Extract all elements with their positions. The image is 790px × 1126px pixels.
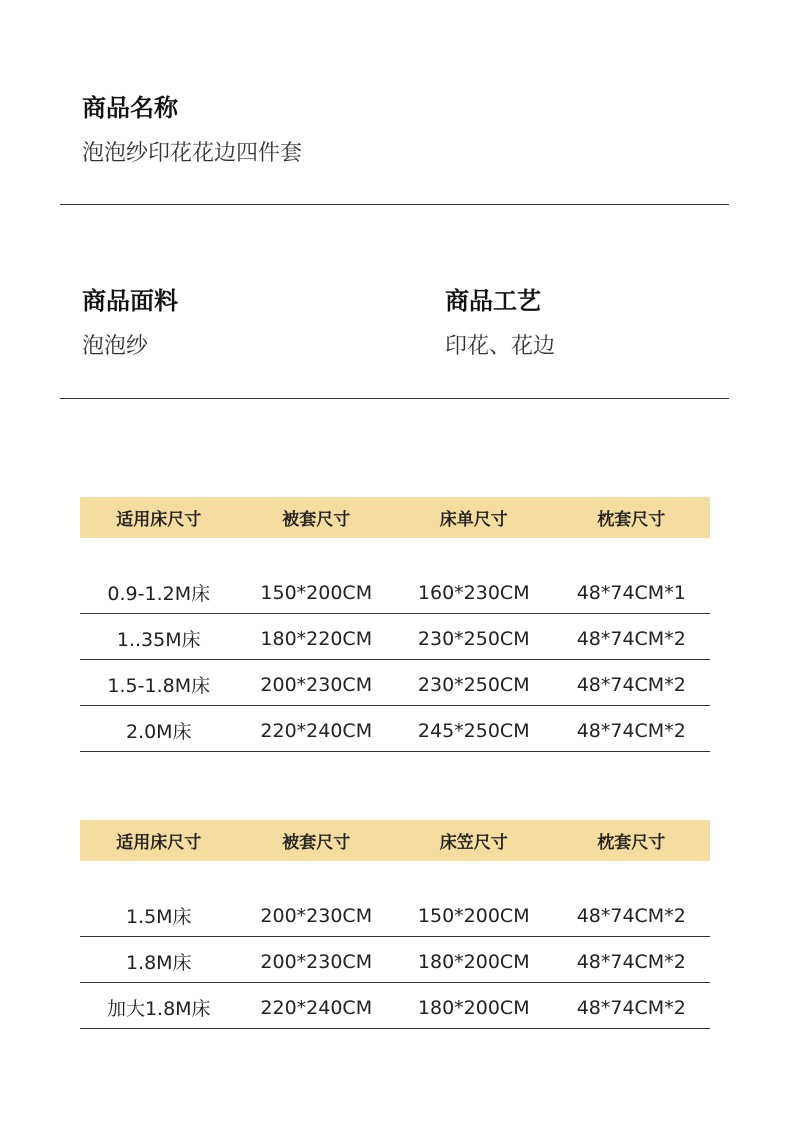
size-table-sheet: [80, 497, 710, 752]
cell-bed-size: 1..35M床: [116, 629, 201, 651]
craft-value: 印花、花边: [445, 334, 556, 359]
cell-bed-size: 2.0M床: [125, 721, 192, 743]
cell-fitted-sheet-size: 180*200CM: [417, 950, 530, 973]
size-table-fitted-sheet: [80, 820, 710, 1029]
header-bed-size: 适用床尺寸: [116, 833, 202, 853]
cell-pillowcase-size: 48*74CM*2: [576, 673, 686, 696]
table-row: [80, 568, 710, 614]
divider: [60, 398, 729, 399]
cell-duvet-size: 200*230CM: [260, 904, 373, 927]
cell-pillowcase-size: 48*74CM*2: [576, 627, 686, 650]
cell-pillowcase-size: 48*74CM*1: [576, 581, 686, 604]
cell-duvet-size: 180*220CM: [260, 627, 373, 650]
table-row: [80, 660, 710, 706]
cell-sheet-size: 245*250CM: [417, 719, 530, 742]
table-row: [80, 937, 710, 983]
cell-bed-size: 1.5-1.8M床: [107, 675, 211, 697]
craft-title: 商品工艺: [445, 287, 541, 315]
cell-pillowcase-size: 48*74CM*2: [576, 950, 686, 973]
header-pillowcase-size: 枕套尺寸: [597, 510, 666, 530]
cell-pillowcase-size: 48*74CM*2: [576, 996, 686, 1019]
cell-duvet-size: 150*200CM: [260, 581, 373, 604]
cell-bed-size: 1.5M床: [125, 906, 192, 928]
cell-duvet-size: 200*230CM: [260, 950, 373, 973]
product-name-title: 商品名称: [82, 94, 178, 122]
divider: [60, 204, 729, 205]
header-sheet-size: 床单尺寸: [439, 510, 508, 530]
cell-sheet-size: 230*250CM: [417, 627, 530, 650]
cell-duvet-size: 220*240CM: [260, 996, 373, 1019]
table-header: [80, 497, 710, 538]
cell-bed-size: 0.9-1.2M床: [107, 583, 211, 605]
cell-duvet-size: 220*240CM: [260, 719, 373, 742]
header-duvet-size: 被套尺寸: [282, 833, 351, 853]
cell-duvet-size: 200*230CM: [260, 673, 373, 696]
cell-fitted-sheet-size: 180*200CM: [417, 996, 530, 1019]
table-row: [80, 706, 710, 752]
cell-bed-size: 1.8M床: [125, 952, 192, 974]
fabric-value: 泡泡纱: [82, 334, 149, 359]
table-row: [80, 614, 710, 660]
cell-pillowcase-size: 48*74CM*2: [576, 719, 686, 742]
table-header: [80, 820, 710, 861]
cell-sheet-size: 160*230CM: [417, 581, 530, 604]
product-name-value: 泡泡纱印花花边四件套: [82, 141, 303, 166]
header-duvet-size: 被套尺寸: [282, 510, 351, 530]
fabric-title: 商品面料: [82, 287, 178, 315]
cell-sheet-size: 230*250CM: [417, 673, 530, 696]
header-pillowcase-size: 枕套尺寸: [597, 833, 666, 853]
table-row: [80, 891, 710, 937]
table-row: [80, 983, 710, 1029]
cell-bed-size: 加大1.8M床: [106, 998, 211, 1020]
cell-fitted-sheet-size: 150*200CM: [417, 904, 530, 927]
header-fitted-sheet-size: 床笠尺寸: [439, 833, 508, 853]
cell-pillowcase-size: 48*74CM*2: [576, 904, 686, 927]
header-bed-size: 适用床尺寸: [116, 510, 202, 530]
